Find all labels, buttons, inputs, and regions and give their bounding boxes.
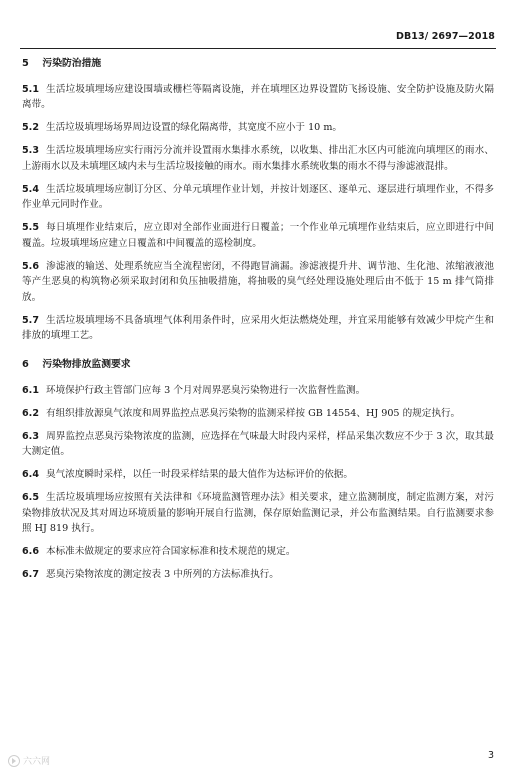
clause-text: 有组织排放源臭气浓度和周界监控点恶臭污染物的监测采样按 GB 14554、HJ 905 的规定执行。 <box>46 407 461 419</box>
clause-5-7 <box>22 313 494 344</box>
clause-6-4 <box>22 467 494 483</box>
section-title: 污染物排放监测要求 <box>42 359 131 370</box>
clause-text: 生活垃圾填埋场应按照有关法律和《环境监测管理办法》相关要求，建立监测制度，制定监测方案，对污染物排放状况及其对周边环境质量的影响开展自行监测，保存原始监测记录，并公布监测结果。自行监测要求参照 HJ 819 执行。 <box>22 492 494 534</box>
clause-text: 每日填埋作业结束后，应立即对全部作业面进行日覆盖；一个作业单元填埋作业结束后，应立即进行中间覆盖。垃圾填埋场应建立日覆盖和中间覆盖的巡检制度。 <box>22 222 494 249</box>
watermark-text: 六六网 <box>23 757 51 767</box>
clause-text: 生活垃圾填埋场不具备填埋气体利用条件时，应采用火炬法燃烧处理，并宜采用能够有效减少甲烷产生和排放的填埋工艺。 <box>22 314 494 341</box>
clause-6-3 <box>22 429 494 460</box>
clause-6-2 <box>22 406 494 422</box>
section-heading-5 <box>22 56 494 72</box>
clause-5-3 <box>22 143 494 174</box>
clause-number: 6.3 <box>22 430 39 442</box>
clause-text: 渗滤液的输送、处理系统应当全流程密闭，不得跑冒滴漏。渗滤液提升井、调节池、生化池、浓缩液液池等产生恶臭的构筑物必须采取封闭和负压抽吸措施，将抽吸的臭气经处理设施处理后由不低于 15 m 排气筒排放。 <box>22 260 494 303</box>
clause-text: 恶臭污染物浓度的测定按表 3 中所列的方法标准执行。 <box>46 569 279 580</box>
clause-number: 6.7 <box>22 569 39 580</box>
watermark <box>8 754 50 767</box>
clause-5-6 <box>22 259 494 306</box>
clause-number: 5.7 <box>22 314 39 326</box>
document-code: DB13/ 2697—2018 <box>395 31 495 42</box>
clause-number: 6.2 <box>22 407 39 419</box>
clause-5-1 <box>22 82 494 113</box>
clause-6-1 <box>22 383 494 399</box>
section-number: 5 <box>22 58 29 69</box>
clause-6-6 <box>22 544 494 560</box>
clause-5-5 <box>22 220 494 251</box>
document-body <box>22 56 494 590</box>
clause-text: 臭气浓度瞬时采样，以任一时段采样结果的最大值作为达标评价的依据。 <box>46 469 353 480</box>
clause-number: 6.6 <box>22 546 39 557</box>
clause-6-7 <box>22 567 494 583</box>
clause-number: 6.1 <box>22 384 39 396</box>
clause-text: 本标准未做规定的要求应符合国家标准和技术规范的规定。 <box>46 546 296 557</box>
clause-number: 6.4 <box>22 469 39 480</box>
clause-text: 生活垃圾填埋场应实行雨污分流并设置雨水集排水系统，以收集、排出汇水区内可能流向填埋区的雨水、上游雨水以及未填埋区域内未与生活垃圾接触的雨水。雨水集排水系统收集的雨水不得与渗滤液混排。 <box>22 145 494 172</box>
section-heading-6 <box>22 357 494 373</box>
clause-text: 生活垃圾填埋场应制订分区、分单元填埋作业计划，并按计划逐区、逐单元、逐层进行填埋作业，不得多作业单元同时作业。 <box>22 183 494 210</box>
clause-number: 5.5 <box>22 222 39 233</box>
clause-6-5 <box>22 490 494 537</box>
clause-text: 周界监控点恶臭污染物浓度的监测，应选择在气味最大时段内采样，样品采集次数应不少于 3 次，取其最大测定值。 <box>22 430 494 457</box>
clause-number: 5.1 <box>22 83 39 95</box>
clause-number: 5.4 <box>22 183 39 195</box>
header-rule <box>20 48 496 49</box>
clause-number: 5.6 <box>22 260 39 272</box>
section-number: 6 <box>22 359 29 370</box>
clause-number: 5.3 <box>22 145 39 156</box>
section-title: 污染防治措施 <box>42 58 102 69</box>
clause-5-2 <box>22 120 494 136</box>
page-number: 3 <box>487 750 494 761</box>
clause-text: 生活垃圾填埋场场界周边设置的绿化隔离带，其宽度不应小于 10 m。 <box>46 122 343 133</box>
play-icon <box>8 755 20 767</box>
clause-text: 生活垃圾填埋场应建设围墙或栅栏等隔离设施，并在填埋区边界设置防飞扬设施、安全防护设施及防火隔离带。 <box>22 83 494 110</box>
clause-number: 6.5 <box>22 492 39 503</box>
clause-text: 环境保护行政主管部门应每 3 个月对周界恶臭污染物进行一次监督性监测。 <box>46 384 366 396</box>
clause-number: 5.2 <box>22 122 39 133</box>
clause-5-4 <box>22 182 494 213</box>
